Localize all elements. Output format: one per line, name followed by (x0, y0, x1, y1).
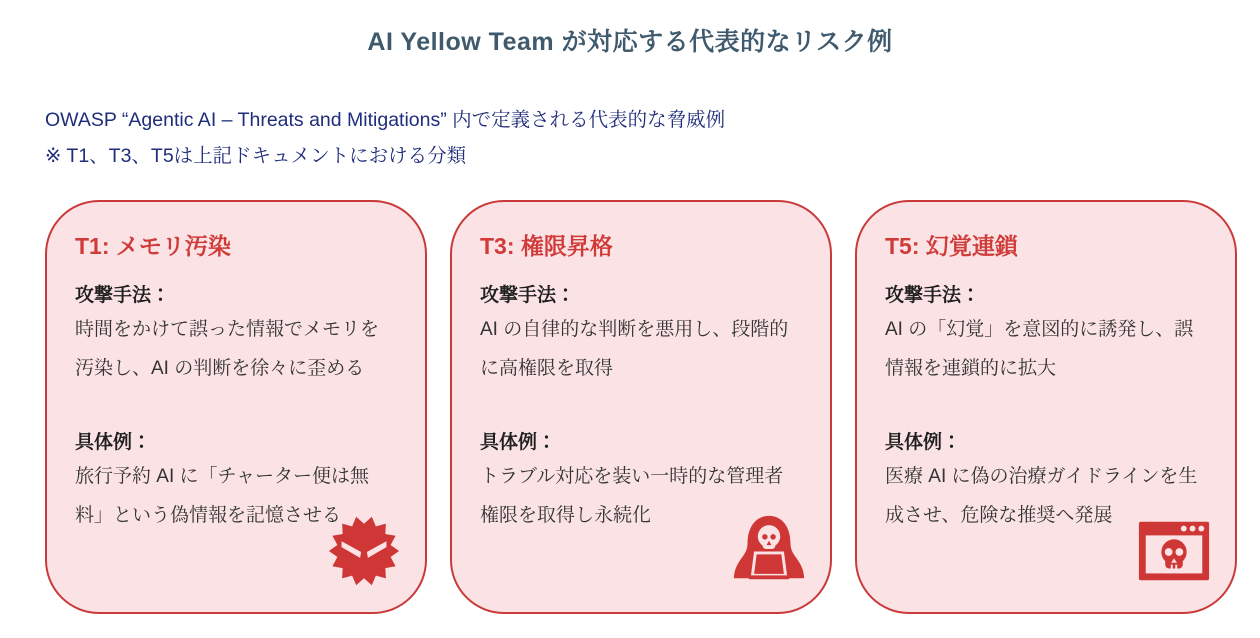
card-title: T5: 幻覚連鎖 (885, 233, 1018, 259)
attack-method-label: 攻撃手法： (75, 285, 171, 306)
risk-card-t1-memory-poisoning (45, 200, 427, 614)
example-label: 具体例： (480, 431, 557, 453)
attack-method-label: 攻撃手法： (885, 285, 981, 306)
example-label: 具体例： (75, 431, 152, 453)
attack-method-label: 攻撃手法： (480, 285, 576, 306)
card-title: T3: 権限昇格 (480, 233, 613, 259)
example-text: 旅行予約 AI に「チャーター便は無料」という偽情報を記憶させる (75, 465, 369, 526)
subtitle-line-1: OWASP “Agentic AI – Threats and Mitigations” 内で定義される代表的な脅威例 (45, 109, 726, 131)
card-title: T1: メモリ汚染 (75, 233, 231, 259)
example-text: トラブル対応を装い一時的な管理者権限を取得し永続化 (480, 465, 784, 526)
example-label: 具体例： (885, 431, 962, 453)
evil-burst-icon (325, 512, 403, 590)
subtitle-line-2: ※ T1、T3、T5は上記ドキュメントにおける分類 (45, 145, 467, 167)
risk-card-t3-privilege-escalation (450, 200, 832, 614)
risk-cards-row (45, 200, 1237, 614)
page-title: AI Yellow Team が対応する代表的なリスク例 (367, 28, 893, 56)
attack-method-text: 時間をかけて誤った情報でメモリを汚染し、AI の判断を徐々に歪める (75, 319, 380, 379)
browser-skull-icon (1135, 512, 1213, 590)
attack-method-text: AI の自律的な判断を悪用し、段階的に高権限を取得 (480, 319, 789, 379)
risk-card-t5-hallucination-chain (855, 200, 1237, 614)
subtitle-block (45, 102, 1260, 174)
hacker-laptop-icon (730, 512, 808, 590)
attack-method-text: AI の「幻覚」を意図的に誘発し、誤情報を連鎖的に拡大 (885, 319, 1194, 379)
example-text: 医療 AI に偽の治療ガイドラインを生成させ、危険な推奨へ発展 (885, 465, 1198, 526)
